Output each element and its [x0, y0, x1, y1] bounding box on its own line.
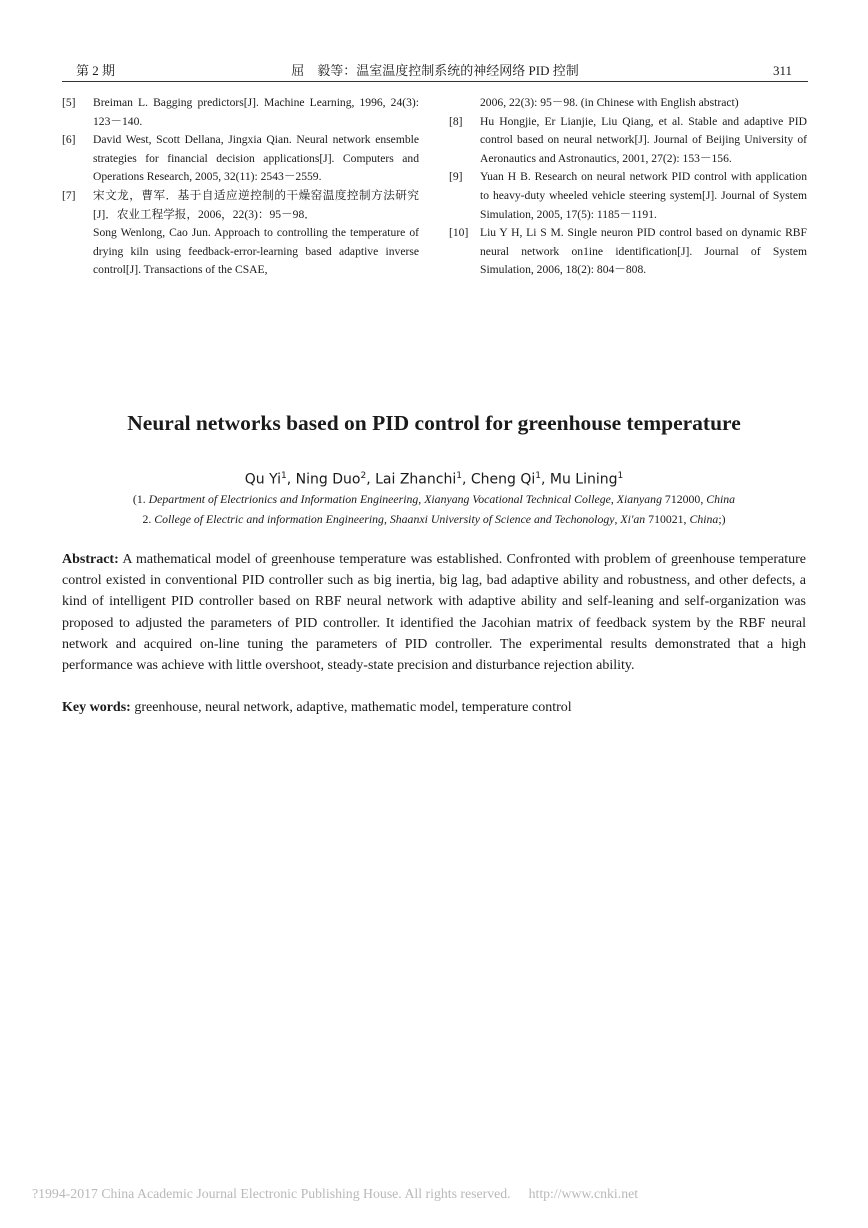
header-rule: [62, 81, 808, 82]
author-affiliation-mark: 1: [617, 471, 624, 481]
reference-number: [9]: [449, 170, 463, 184]
running-header: [62, 62, 808, 80]
author-affiliation-mark: 1: [456, 471, 462, 481]
author-separator: ,: [540, 471, 550, 488]
reference-text: David West, Scott Dellana, Jingxia Qian. Neural network ensemble strategies for financial decision applications[J]. Computers and Operations Research, 2005, 32(11): 2543－2559.: [93, 133, 419, 184]
affiliation-institution: Shaanxi University of Science and Techonology: [389, 512, 615, 526]
reference-text: Liu Y H, Li S M. Single neuron PID control based on dynamic RBF neural network on1ine identification[J]. Journal of System Simulation, 2006, 18(2): 804－808.: [480, 226, 807, 277]
references-right-column: [449, 94, 807, 280]
affiliation-department: College of Electric and information Engineering: [154, 512, 384, 526]
reference-text: Breiman L. Bagging predictors[J]. Machine Learning, 1996, 24(3): 123－140.: [93, 96, 419, 128]
reference-text: Hu Hongjie, Er Lianjie, Liu Qiang, et al. Stable and adaptive PID control based on neural network[J]. Journal of Beijing University of Aeronautics and Astronautics, 2001, 27(2): 153－156.: [480, 114, 807, 165]
paper-title: Neural networks based on PID control for greenhouse temperature: [127, 411, 741, 435]
reference-text: Song Wenlong, Cao Jun. Approach to controlling the temperature of drying kiln using feedback-error-learning based adaptive inverse control[J]. Transactions of the CSAE,: [93, 226, 419, 277]
affiliation-separator: ,: [610, 492, 617, 506]
affiliation-separator: ,: [614, 512, 621, 526]
reference-item: [62, 94, 419, 131]
reference-number: [8]: [449, 114, 463, 128]
affiliation-1: [0, 490, 868, 508]
affiliation-2: [0, 510, 868, 528]
reference-text: Yuan H B. Research on neural network PID control with application to heavy-duty wheeled vehicle steering system[J]. Journal of System Simulation, 2005, 17(5): 1185－1191.: [480, 170, 807, 221]
keywords: [62, 697, 806, 718]
reference-item: [449, 224, 807, 280]
affiliation-city: Xi'an: [620, 512, 646, 526]
affiliation-prefix: 2.: [142, 512, 155, 526]
reference-item: [62, 187, 419, 224]
affiliation-separator: ,: [418, 492, 425, 506]
reference-number: [5]: [62, 96, 76, 109]
footer-url: http://www.cnki.net: [528, 1186, 639, 1201]
abstract: [62, 549, 806, 676]
abstract-text: A mathematical model of greenhouse temperature was established. Confronted with problem of greenhouse temperature control existed in conventional PID controller such as big inertia, big lag, bad adaptive ability and robustness, and other defects, a kind of intelligent PID controller based on RBF neural network with adaptive ability and self-leaning and self-organization was proposed to adjusted the parameters of PID controller. It identified the Jacohian matrix of feedback system by the RBF neural network and acquired on-line tuning the parameters of PID controller. The experimental results demonstrated that a high performance was achieve with little overshoot, steady-state precision and disturbance rejection ability.: [62, 552, 806, 674]
author-separator: ,: [366, 471, 376, 488]
copyright-footer: [32, 1184, 832, 1204]
copyright-text: ?1994-2017 China Academic Journal Electronic Publishing House. All rights reserved.: [32, 1186, 511, 1201]
author-affiliation-mark: 1: [281, 471, 287, 481]
author-separator: ,: [286, 471, 296, 488]
affiliation-country: China: [689, 512, 719, 526]
affiliation-department: Department of Electrionics and Information Engineering: [148, 492, 419, 506]
page-number: 311: [772, 63, 792, 78]
running-title: 屈 毅等：温室温度控制系统的神经网络 PID 控制: [291, 63, 579, 78]
reference-text: 2006, 22(3): 95－98. (in Chinese with English abstract): [480, 96, 739, 109]
reference-item: [449, 168, 807, 224]
affiliation-country: China: [706, 492, 736, 506]
keywords-label: Key words:: [62, 700, 131, 715]
reference-item: [62, 131, 419, 187]
author-name: Ning Duo: [295, 471, 361, 488]
author-name: Qu Yi: [244, 471, 282, 488]
author-affiliation-mark: 1: [535, 471, 541, 481]
reference-text: 宋文龙，曹军．基于自适应逆控制的干燥窑温度控制方法研究[J]．农业工程学报，2006，22(3)：95－98．: [93, 188, 419, 221]
reference-item: [62, 224, 419, 280]
affiliation-institution: Xianyang Vocational Technical College: [424, 492, 611, 506]
affiliation-suffix: ;): [718, 512, 726, 526]
keywords-text: greenhouse, neural network, adaptive, mathematic model, temperature control: [130, 700, 572, 715]
affiliation-separator: ,: [383, 512, 390, 526]
author-separator: ,: [461, 471, 471, 488]
affiliation-postcode: 712000,: [661, 492, 707, 506]
author-name: Mu Lining: [549, 471, 618, 488]
reference-number: [6]: [62, 133, 76, 147]
affiliation-postcode: 710021,: [645, 512, 690, 526]
author-name: Cheng Qi: [470, 471, 536, 488]
reference-number: [7]: [62, 188, 76, 202]
author-name: Lai Zhanchi: [375, 471, 457, 488]
references-left-column: [62, 94, 419, 280]
affiliation-city: Xianyang: [616, 492, 662, 506]
author-affiliation-mark: 2: [360, 471, 367, 481]
affiliation-prefix: (1.: [132, 492, 149, 506]
reference-item: [449, 94, 807, 113]
author-list: [0, 466, 868, 490]
abstract-label: Abstract:: [62, 552, 119, 567]
reference-item: [449, 113, 807, 169]
issue-number: 第 2 期: [76, 63, 116, 78]
reference-number: [10]: [449, 226, 469, 240]
